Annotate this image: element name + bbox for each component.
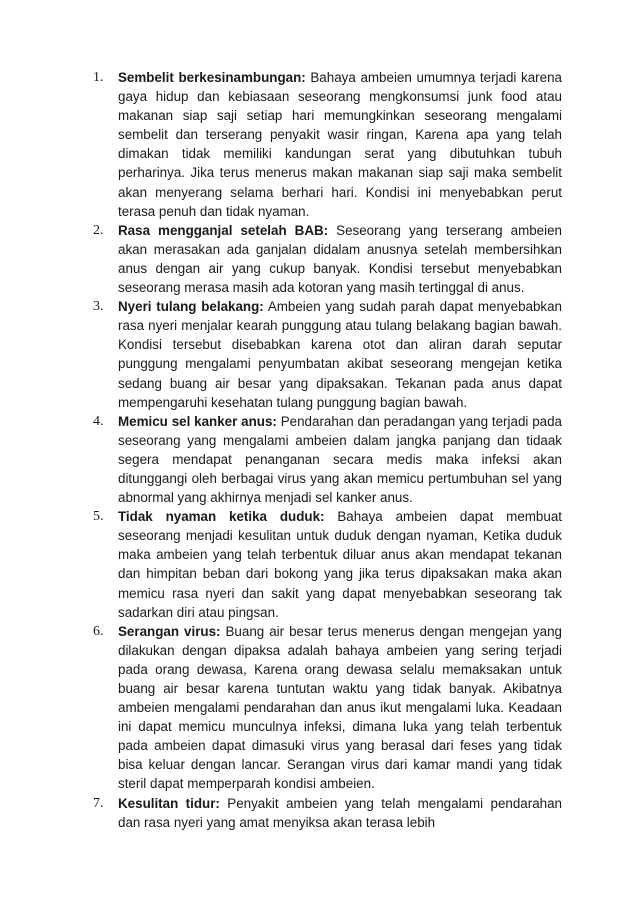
list-item-title: Nyeri tulang belakang: bbox=[118, 299, 264, 315]
list-item-number: 6. bbox=[93, 623, 104, 639]
list-item bbox=[93, 412, 562, 507]
list-item-title: Tidak nyaman ketika duduk: bbox=[118, 509, 325, 525]
list-item-body: Bahaya ambeien dapat membuat seseorang menjadi kesulitan untuk duduk dengan nyaman, Ketika duduk maka ambeien yang telah terbentuk diluar anus akan mendapat tekanan dan himpitan beban dari bokong yang jika terus dipaksakan maka akan memicu rasa nyeri dan sakit yang dapat menyebabkan seseorang tak sadarkan diri atau pingsan. bbox=[118, 509, 562, 620]
list-item-number: 7. bbox=[93, 795, 104, 811]
list-item-title: Kesulitan tidur: bbox=[118, 795, 220, 811]
list-item-number: 5. bbox=[93, 509, 104, 525]
list-item-body: Buang air besar terus menerus dengan mengejan yang dilakukan dengan dipaksa adalah bahaya ambeien yang sering terjadi pada orang dewasa, Karena orang dewasa selalu memaksakan untuk buang air besar karena tuntutan waktu yang tidak banyak. Akibatnya ambeien mengalami pendarahan dan anus ikut mengalami luka. Keadaan ini dapat memicu munculnya infeksi, dimana luka yang telah terbentuk pada ambeien dapat dimasuki virus yang berasal dari feses yang tidak bisa keluar dengan lancar. Serangan virus dari kamar mandi yang tidak steril dapat memperparah kondisi ambeien. bbox=[118, 623, 562, 792]
list-item-number: 3. bbox=[93, 299, 104, 315]
list-item-body: Penyakit ambeien yang telah mengalami pendarahan dan rasa nyeri yang amat menyiksa akan terasa lebih bbox=[118, 795, 562, 830]
list-item bbox=[93, 507, 562, 622]
list-item bbox=[93, 297, 563, 412]
list-item-title: Sembelit berkesinambungan: bbox=[118, 70, 306, 85]
list-item-body: Bahaya ambeien umumnya terjadi karena gaya hidup dan kebiasaan seseorang mengkonsumsi junk food atau makanan siap saji setiap hari memungkinkan seseorang mengalami sembelit dan terserang penyakit wasir ringan, Karena apa yang telah dimakan tidak memiliki kandungan serat yang dibutuhkan tubuh perharinya. Jika terus menerus makan makanan siap saji maka sembelit akan menyerang selama berhari hari. Kondisi ini menyebabkan perut terasa penuh dan tidak nyaman. bbox=[118, 70, 562, 219]
list-item-title: Rasa mengganjal setelah BAB: bbox=[118, 222, 329, 238]
list-item bbox=[93, 68, 562, 221]
list-item bbox=[93, 221, 562, 297]
list-item-title: Memicu sel kanker anus: bbox=[118, 413, 277, 429]
numbered-list bbox=[93, 68, 563, 832]
list-item-body: Ambeien yang sudah parah dapat menyebabkan rasa nyeri menjalar kearah punggung atau tulang belakang bagian bawah. Kondisi tersebut disebabkan karena otot dan aliran darah seputar punggung mengalami penyumbatan akibat seseorang mengejan ketika sedang buang air besar yang dipaksakan. Tekanan pada anus dapat mempengaruhi kesehatan tulang punggung bagian bawah. bbox=[118, 299, 563, 410]
list-item bbox=[93, 794, 562, 832]
list-item-number: 2. bbox=[93, 222, 104, 238]
list-item-body: Seseorang yang terserang ambeien akan merasakan ada ganjalan didalam anusnya setelah membersihkan anus dengan air yang cukup banyak. Kondisi tersebut menyebabkan seseorang merasa masih ada kotoran yang masih tertinggal di anus. bbox=[118, 222, 562, 296]
list-item-number: 1. bbox=[93, 70, 104, 85]
list-item-body: Pendarahan dan peradangan yang terjadi pada seseorang yang mengalami ambeien dalam jangka panjang dan tidaak segera mendapat penanganan secara medis maka infeksi akan ditunggangi oleh berbagai virus yang akan memicu pertumbuhan sel yang abnormal yang akhirnya menjadi sel kanker anus. bbox=[118, 413, 562, 506]
list-item-title: Serangan virus: bbox=[118, 623, 221, 639]
list-item bbox=[93, 622, 562, 794]
list-item-number: 4. bbox=[93, 413, 104, 429]
